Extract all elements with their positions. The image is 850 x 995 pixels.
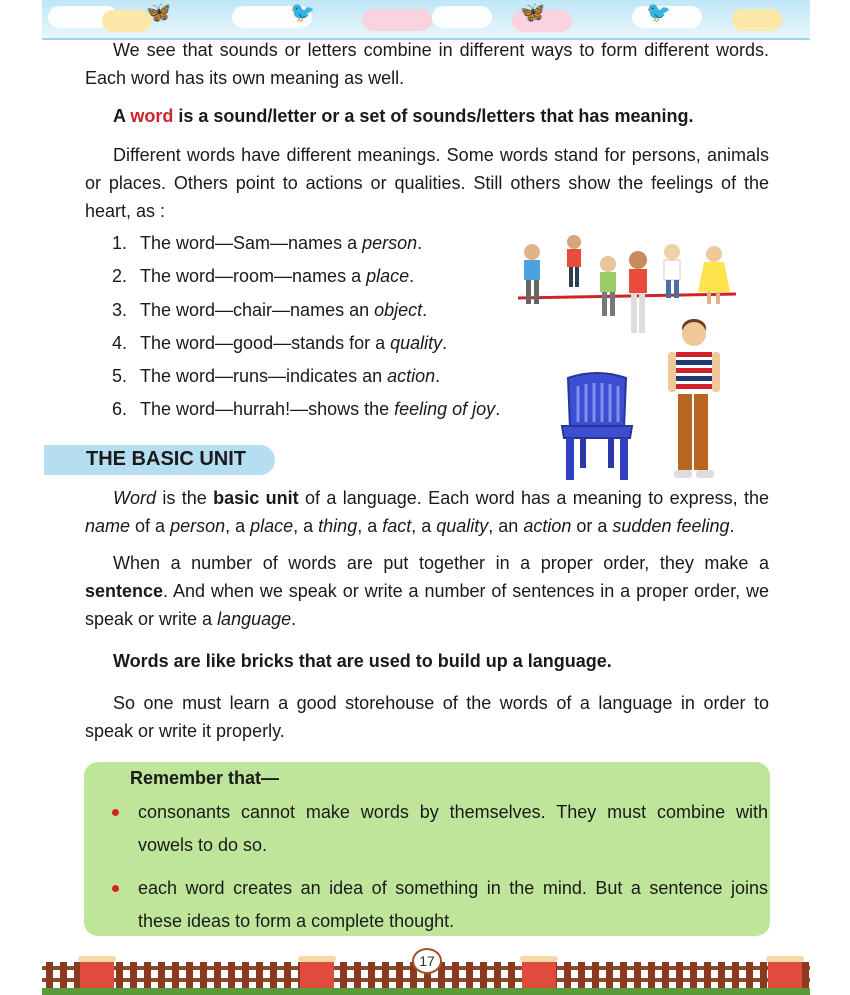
- text-run: fact: [382, 516, 412, 536]
- storehouse-paragraph: So one must learn a good storehouse of the words of a language in order to speak or write it properly.: [85, 693, 769, 741]
- fence-post: [354, 962, 361, 988]
- section-title: THE BASIC UNIT: [86, 448, 246, 470]
- list-item: [112, 796, 768, 862]
- fence-post: [284, 962, 291, 988]
- text-run: , a: [411, 516, 437, 536]
- meanings-paragraph: Different words have different meanings. Some words stand for persons, animals or places. Others point to actions or qualities. Still others show the feelings of the heart, as :: [85, 145, 769, 221]
- fence-post: [200, 962, 207, 988]
- list-item: [112, 328, 500, 361]
- child-figure: [664, 244, 680, 298]
- list-number: 5.: [112, 366, 128, 387]
- child-figure: [629, 251, 647, 333]
- fence-post: [172, 962, 179, 988]
- fence-post: [46, 962, 53, 988]
- list-item: [112, 295, 500, 328]
- fence-post: [480, 962, 487, 988]
- fence-post: [564, 962, 571, 988]
- definition-rest: is a sound/letter or a set of sounds/letters that has meaning.: [173, 106, 694, 126]
- text-run: action: [523, 516, 572, 536]
- list-number: 4.: [112, 332, 128, 353]
- fence-post: [634, 962, 641, 988]
- list-punct: .: [442, 332, 448, 353]
- cloud-icon: [732, 9, 782, 31]
- list-emphasis: action: [387, 366, 436, 387]
- list-emphasis: object: [374, 299, 423, 320]
- examples-list: [112, 228, 500, 428]
- fence-post: [760, 962, 767, 988]
- list-number: 6.: [112, 399, 128, 420]
- intro-paragraph: We see that sounds or letters combine in different ways to form different words. Each word has its own meaning as well.: [85, 40, 769, 88]
- fence-post: [256, 962, 263, 988]
- remember-box: [84, 762, 770, 936]
- text-run: .: [291, 609, 297, 629]
- text-run: name: [85, 516, 131, 536]
- text-run: , an: [488, 516, 524, 536]
- basic-unit-paragraph: [85, 484, 769, 540]
- fence-post: [802, 962, 809, 988]
- fence-post: [144, 962, 151, 988]
- list-text: The word—chair—names an: [140, 299, 375, 320]
- child-figure: [567, 235, 581, 287]
- list-text: The word—runs—indicates an: [140, 366, 388, 387]
- text-run: language: [217, 609, 292, 629]
- child-figure: [600, 256, 616, 316]
- fence-post: [452, 962, 459, 988]
- butterfly-icon: 🦋: [146, 2, 171, 24]
- fence-post: [382, 962, 389, 988]
- cloud-icon: [432, 6, 492, 28]
- definition-prefix: A: [113, 106, 131, 126]
- fence-post: [620, 962, 627, 988]
- list-emphasis: person: [362, 233, 418, 253]
- fence-post: [270, 962, 277, 988]
- fence-post: [494, 962, 501, 988]
- fence-post: [606, 962, 613, 988]
- fence-post: [732, 962, 739, 988]
- fence-post: [592, 962, 599, 988]
- list-item: [112, 228, 500, 261]
- text-run: is the: [156, 488, 214, 508]
- list-text: The word—room—names a: [140, 266, 367, 287]
- chair-illustration: [560, 372, 634, 482]
- fence-post: [466, 962, 473, 988]
- remember-point: consonants cannot make words by themselves. They must combine with vowels to do so.: [138, 802, 768, 855]
- list-emphasis: quality: [390, 332, 443, 353]
- bullet-icon: [112, 809, 119, 816]
- text-run: , a: [225, 516, 251, 536]
- fence-post: [158, 962, 165, 988]
- cloud-icon: [102, 10, 152, 32]
- fence-post: [508, 962, 515, 988]
- fence-post: [578, 962, 585, 988]
- text-run: , a: [293, 516, 319, 536]
- fence-post: [676, 962, 683, 988]
- fence-post: [690, 962, 697, 988]
- list-punct: .: [495, 399, 501, 420]
- fence-post: [704, 962, 711, 988]
- text-run: of a: [130, 516, 171, 536]
- bullet-icon: [112, 885, 119, 892]
- fence-post: [648, 962, 655, 988]
- fence-post: [718, 962, 725, 988]
- child-figure: [524, 244, 540, 304]
- text-run: of a language. Each word has a meaning to express, the: [298, 488, 770, 508]
- text-run: , a: [357, 516, 383, 536]
- remember-heading: Remember that—: [130, 768, 280, 788]
- bird-icon: 🐦: [290, 2, 315, 24]
- fence-post: [662, 962, 669, 988]
- text-run: Word: [113, 488, 157, 508]
- page-number: 17: [412, 948, 442, 974]
- list-item: [112, 394, 500, 427]
- fence-post: [186, 962, 193, 988]
- fence-post: [242, 962, 249, 988]
- list-text: The word—Sam—names a: [140, 233, 363, 253]
- fence-post: [116, 962, 123, 988]
- text-run: basic unit: [213, 488, 299, 508]
- butterfly-icon: 🦋: [520, 2, 545, 24]
- fence-post: [74, 962, 81, 988]
- list-item: [112, 361, 500, 394]
- header-sky-decoration: [42, 0, 810, 40]
- fence-post: [368, 962, 375, 988]
- list-emphasis: place: [366, 266, 410, 287]
- list-emphasis: feeling of joy: [394, 399, 496, 420]
- fence-post: [746, 962, 753, 988]
- list-punct: .: [409, 266, 415, 287]
- text-run: quality: [436, 516, 489, 536]
- remember-list: [112, 796, 768, 948]
- fence-post: [340, 962, 347, 988]
- list-item: [112, 872, 768, 938]
- list-punct: .: [422, 299, 428, 320]
- list-text: The word—hurrah!—shows the: [140, 399, 395, 420]
- bird-icon: 🐦: [646, 2, 671, 24]
- fence-post: [396, 962, 403, 988]
- remember-point: each word creates an idea of something in the mind. But a sentence joins these ideas to form a complete thought.: [138, 878, 768, 931]
- sentence-paragraph: [85, 549, 769, 633]
- definition-keyword: word: [130, 106, 174, 126]
- text-run: person: [170, 516, 226, 536]
- cloud-icon: [362, 9, 432, 31]
- text-run: sudden feeling: [612, 516, 730, 536]
- list-punct: .: [435, 366, 441, 387]
- text-run: . And when we speak or write a number of sentences in a proper order, we speak or write a: [85, 581, 769, 629]
- section-banner: [44, 445, 275, 475]
- boy-illustration: [662, 316, 724, 482]
- list-item: [112, 261, 500, 294]
- text-run: sentence: [85, 581, 164, 601]
- fence-post: [214, 962, 221, 988]
- bricks-statement: Words are like bricks that are used to build up a language.: [113, 651, 612, 671]
- list-number: 2.: [112, 266, 128, 287]
- list-text: The word—good—stands for a: [140, 332, 391, 353]
- list-number: 3.: [112, 299, 128, 320]
- text-run: or a: [571, 516, 613, 536]
- text-run: When a number of words are put together in a proper order, they make a: [113, 553, 769, 573]
- list-punct: .: [417, 233, 423, 253]
- list-number: 1.: [112, 233, 128, 253]
- fence-post: [60, 962, 67, 988]
- word-definition: [85, 102, 769, 130]
- text-run: thing: [318, 516, 358, 536]
- text-run: .: [729, 516, 735, 536]
- fence-post: [130, 962, 137, 988]
- text-run: place: [250, 516, 294, 536]
- fence-post: [228, 962, 235, 988]
